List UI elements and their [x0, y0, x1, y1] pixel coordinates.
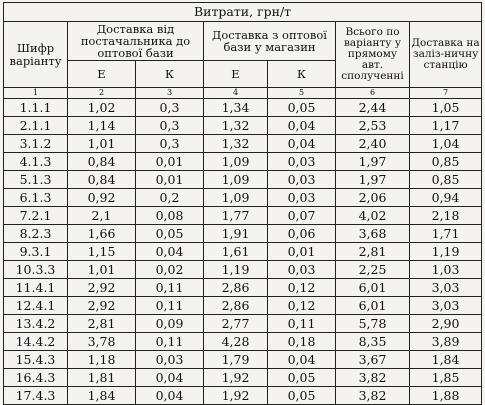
table-row — [4, 261, 482, 279]
header-total-direct: Всього по варіанту у прямому авт. сполученні — [336, 22, 410, 88]
cell-station: 0,85 — [410, 171, 482, 189]
cell-supplier-e: 1,18 — [68, 351, 136, 369]
table-row — [4, 171, 482, 189]
cell-warehouse-k: 0,01 — [268, 243, 336, 261]
cell-station: 1,88 — [410, 387, 482, 405]
cell-warehouse-e: 1,32 — [204, 135, 268, 153]
cell-supplier-e: 2,1 — [68, 207, 136, 225]
cell-code: 1.1.1 — [4, 99, 68, 117]
cell-station: 3,03 — [410, 279, 482, 297]
cell-supplier-e: 2,92 — [68, 297, 136, 315]
subheader-e-2: Е — [204, 61, 268, 88]
cell-supplier-k: 0,03 — [136, 351, 204, 369]
cell-supplier-e: 2,92 — [68, 279, 136, 297]
cell-code: 12.4.1 — [4, 297, 68, 315]
cell-supplier-k: 0,2 — [136, 189, 204, 207]
cell-supplier-e: 1,84 — [68, 387, 136, 405]
cell-warehouse-e: 1,61 — [204, 243, 268, 261]
cell-warehouse-k: 0,05 — [268, 369, 336, 387]
cell-warehouse-e: 1,32 — [204, 117, 268, 135]
cell-station: 1,19 — [410, 243, 482, 261]
table-row — [4, 225, 482, 243]
table-row — [4, 387, 482, 405]
cell-supplier-k: 0,11 — [136, 333, 204, 351]
cell-code: 16.4.3 — [4, 369, 68, 387]
cell-station: 2,90 — [410, 315, 482, 333]
cell-code: 6.1.3 — [4, 189, 68, 207]
cell-warehouse-e: 1,92 — [204, 387, 268, 405]
cell-total: 4,02 — [336, 207, 410, 225]
column-number: 2 — [68, 88, 136, 99]
table-row — [4, 153, 482, 171]
cell-total: 3,67 — [336, 351, 410, 369]
cell-supplier-e: 1,81 — [68, 369, 136, 387]
table-body — [4, 99, 482, 405]
cell-station: 1,03 — [410, 261, 482, 279]
cell-total: 6,01 — [336, 279, 410, 297]
header-station-delivery: Доставка на заліз-ничну станцію — [410, 22, 482, 88]
table-row — [4, 315, 482, 333]
cell-warehouse-e: 2,86 — [204, 297, 268, 315]
table-row — [4, 189, 482, 207]
cell-supplier-k: 0,11 — [136, 297, 204, 315]
cell-supplier-e: 1,66 — [68, 225, 136, 243]
cell-station: 0,85 — [410, 153, 482, 171]
table-row — [4, 297, 482, 315]
header-code: Шифр варіанту — [4, 22, 68, 88]
column-number: 1 — [4, 88, 68, 99]
cell-warehouse-k: 0,05 — [268, 99, 336, 117]
cell-warehouse-e: 4,28 — [204, 333, 268, 351]
cell-warehouse-e: 1,09 — [204, 153, 268, 171]
cell-total: 2,25 — [336, 261, 410, 279]
cell-supplier-k: 0,08 — [136, 207, 204, 225]
cell-code: 4.1.3 — [4, 153, 68, 171]
table-row — [4, 369, 482, 387]
cell-warehouse-k: 0,04 — [268, 117, 336, 135]
cell-total: 3,68 — [336, 225, 410, 243]
cell-warehouse-e: 1,77 — [204, 207, 268, 225]
subheader-k-1: К — [136, 61, 204, 88]
cell-warehouse-k: 0,03 — [268, 153, 336, 171]
cell-warehouse-k: 0,03 — [268, 261, 336, 279]
cell-code: 5.1.3 — [4, 171, 68, 189]
cell-warehouse-k: 0,05 — [268, 387, 336, 405]
cell-supplier-e: 2,81 — [68, 315, 136, 333]
table-row — [4, 243, 482, 261]
cell-warehouse-k: 0,11 — [268, 315, 336, 333]
cell-warehouse-e: 1,09 — [204, 171, 268, 189]
cell-total: 6,01 — [336, 297, 410, 315]
table-row — [4, 207, 482, 225]
cell-supplier-k: 0,3 — [136, 99, 204, 117]
table-row — [4, 117, 482, 135]
cell-code: 10.3.3 — [4, 261, 68, 279]
cell-warehouse-e: 1,79 — [204, 351, 268, 369]
cell-station: 2,18 — [410, 207, 482, 225]
cell-supplier-e: 1,14 — [68, 117, 136, 135]
cell-station: 3,03 — [410, 297, 482, 315]
cell-warehouse-k: 0,03 — [268, 171, 336, 189]
cell-warehouse-e: 1,09 — [204, 189, 268, 207]
cell-station: 3,89 — [410, 333, 482, 351]
cell-warehouse-e: 1,92 — [204, 369, 268, 387]
cell-supplier-k: 0,04 — [136, 369, 204, 387]
cell-supplier-e: 1,01 — [68, 135, 136, 153]
cell-supplier-e: 1,01 — [68, 261, 136, 279]
column-number: 3 — [136, 88, 204, 99]
cell-total: 2,44 — [336, 99, 410, 117]
cell-station: 1,17 — [410, 117, 482, 135]
cell-warehouse-e: 2,86 — [204, 279, 268, 297]
cell-total: 1,97 — [336, 153, 410, 171]
cell-code: 13.4.2 — [4, 315, 68, 333]
cell-supplier-k: 0,04 — [136, 387, 204, 405]
cost-table — [3, 2, 482, 405]
table-row — [4, 351, 482, 369]
column-number: 6 — [336, 88, 410, 99]
cell-supplier-k: 0,11 — [136, 279, 204, 297]
cell-warehouse-e: 1,34 — [204, 99, 268, 117]
cell-warehouse-k: 0,04 — [268, 135, 336, 153]
cell-supplier-e: 3,78 — [68, 333, 136, 351]
cell-total: 3,82 — [336, 387, 410, 405]
table-row — [4, 135, 482, 153]
cell-total: 5,78 — [336, 315, 410, 333]
cell-supplier-k: 0,3 — [136, 117, 204, 135]
cell-code: 17.4.3 — [4, 387, 68, 405]
cell-total: 2,06 — [336, 189, 410, 207]
cell-code: 9.3.1 — [4, 243, 68, 261]
cell-supplier-k: 0,3 — [136, 135, 204, 153]
cell-warehouse-k: 0,03 — [268, 189, 336, 207]
cell-supplier-k: 0,04 — [136, 243, 204, 261]
table-row — [4, 279, 482, 297]
cell-warehouse-k: 0,07 — [268, 207, 336, 225]
cell-warehouse-e: 1,91 — [204, 225, 268, 243]
cell-code: 15.4.3 — [4, 351, 68, 369]
cell-supplier-k: 0,02 — [136, 261, 204, 279]
cell-station: 1,84 — [410, 351, 482, 369]
cell-supplier-e: 1,15 — [68, 243, 136, 261]
cell-code: 2.1.1 — [4, 117, 68, 135]
cell-supplier-k: 0,01 — [136, 153, 204, 171]
cell-warehouse-k: 0,12 — [268, 297, 336, 315]
cell-supplier-e: 0,92 — [68, 189, 136, 207]
cell-total: 1,97 — [336, 171, 410, 189]
cell-warehouse-k: 0,06 — [268, 225, 336, 243]
cell-warehouse-k: 0,04 — [268, 351, 336, 369]
cell-warehouse-e: 2,77 — [204, 315, 268, 333]
cell-supplier-e: 0,84 — [68, 171, 136, 189]
column-number: 5 — [268, 88, 336, 99]
cell-total: 2,81 — [336, 243, 410, 261]
column-number: 4 — [204, 88, 268, 99]
cell-warehouse-k: 0,18 — [268, 333, 336, 351]
cell-total: 2,40 — [336, 135, 410, 153]
cell-supplier-k: 0,05 — [136, 225, 204, 243]
cell-station: 1,05 — [410, 99, 482, 117]
cell-supplier-k: 0,01 — [136, 171, 204, 189]
cell-code: 8.2.3 — [4, 225, 68, 243]
cell-code: 3.1.2 — [4, 135, 68, 153]
cell-station: 0,94 — [410, 189, 482, 207]
table-row — [4, 99, 482, 117]
table-row — [4, 333, 482, 351]
cell-supplier-e: 1,02 — [68, 99, 136, 117]
cell-station: 1,85 — [410, 369, 482, 387]
cell-station: 1,71 — [410, 225, 482, 243]
header-supplier-delivery: Доставка від постачальника до оптової бази — [68, 22, 204, 61]
subheader-e-1: Е — [68, 61, 136, 88]
header-warehouse-delivery: Доставка з оптової бази у магазин — [204, 22, 336, 61]
cell-total: 3,82 — [336, 369, 410, 387]
cell-warehouse-e: 1,19 — [204, 261, 268, 279]
cell-supplier-k: 0,09 — [136, 315, 204, 333]
cell-station: 1,04 — [410, 135, 482, 153]
subheader-k-2: К — [268, 61, 336, 88]
cell-code: 7.2.1 — [4, 207, 68, 225]
cell-total: 8,35 — [336, 333, 410, 351]
cell-code: 11.4.1 — [4, 279, 68, 297]
cell-total: 2,53 — [336, 117, 410, 135]
cell-warehouse-k: 0,12 — [268, 279, 336, 297]
column-number: 7 — [410, 88, 482, 99]
cell-supplier-e: 0,84 — [68, 153, 136, 171]
table-title: Витрати, грн/т — [4, 3, 482, 22]
cell-code: 14.4.2 — [4, 333, 68, 351]
